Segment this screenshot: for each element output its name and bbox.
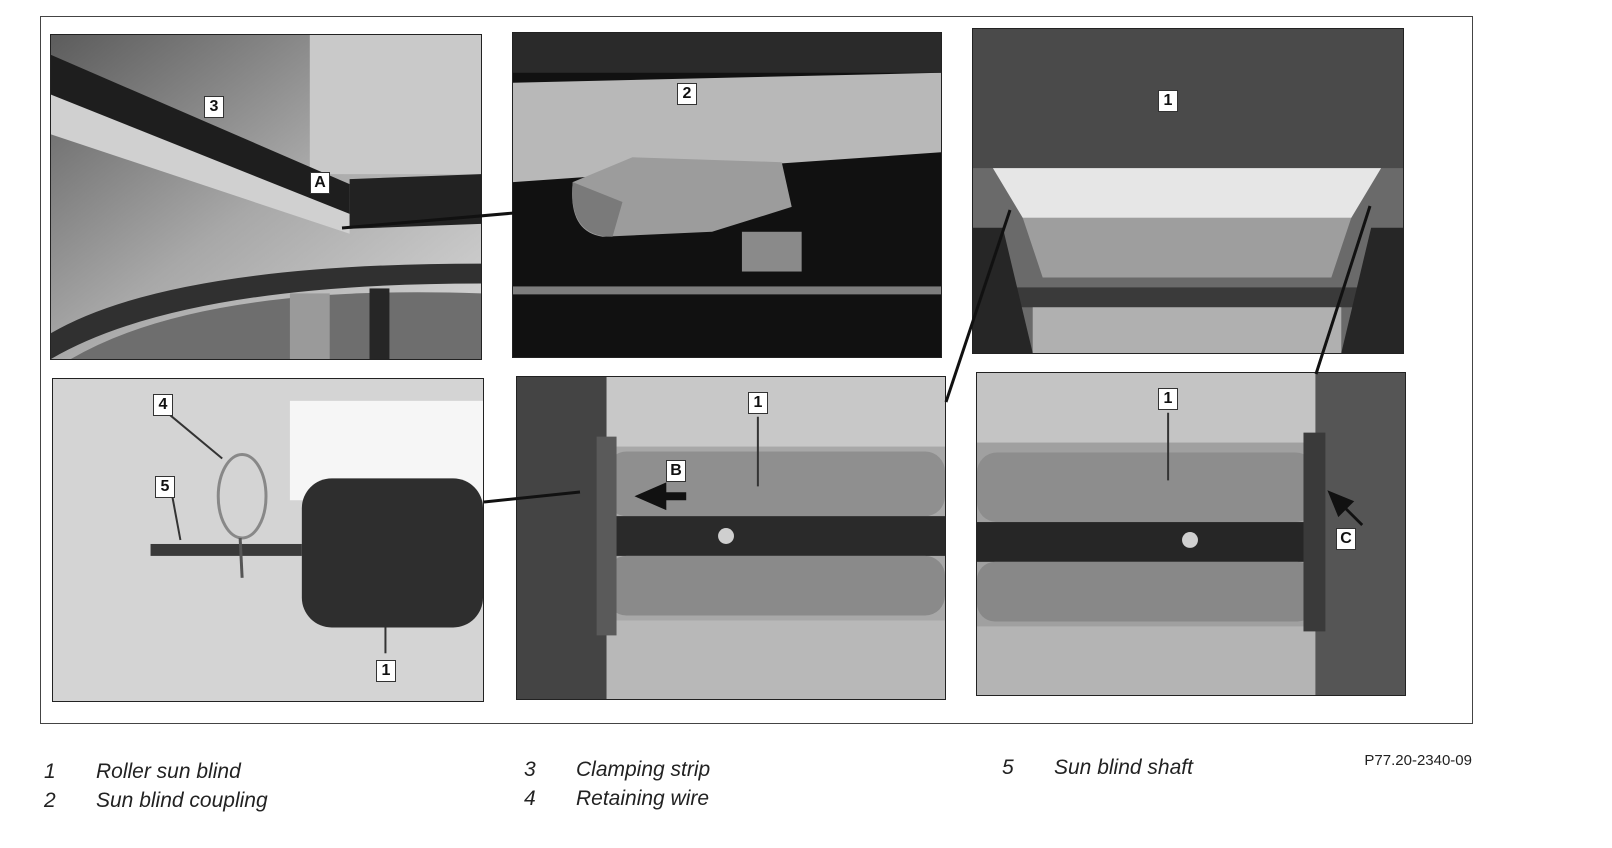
legend-label: Retaining wire <box>576 787 710 810</box>
legend-number: 5 <box>1002 756 1014 779</box>
legend-number: 3 <box>524 758 536 781</box>
photo-panel-top-right <box>972 28 1404 354</box>
legend-number: 1 <box>44 760 56 783</box>
legend-label: Clamping strip <box>576 758 711 781</box>
callout-3: 3 <box>204 96 224 118</box>
photo-panel-top-left <box>50 34 482 360</box>
callout-A: A <box>310 172 330 194</box>
callout-1-bottom-left: 1 <box>376 660 396 682</box>
callout-1-bottom-middle: 1 <box>748 392 768 414</box>
callout-C: C <box>1336 528 1356 550</box>
callout-1-top-right: 1 <box>1158 90 1178 112</box>
callout-1-bottom-right: 1 <box>1158 388 1178 410</box>
photo-panel-bottom-left <box>52 378 484 702</box>
legend-label: Sun blind shaft <box>1054 756 1193 779</box>
legend-label: Sun blind coupling <box>96 789 268 812</box>
callout-2: 2 <box>677 83 697 105</box>
legend-number: 4 <box>524 787 536 810</box>
callout-B: B <box>666 460 686 482</box>
legend-label: Roller sun blind <box>96 760 241 783</box>
photo-panel-top-middle <box>512 32 942 358</box>
legend-number: 2 <box>44 789 56 812</box>
callout-4: 4 <box>153 394 173 416</box>
callout-5: 5 <box>155 476 175 498</box>
figure-code: P77.20-2340-09 <box>1364 752 1472 769</box>
photo-panel-bottom-middle <box>516 376 946 700</box>
